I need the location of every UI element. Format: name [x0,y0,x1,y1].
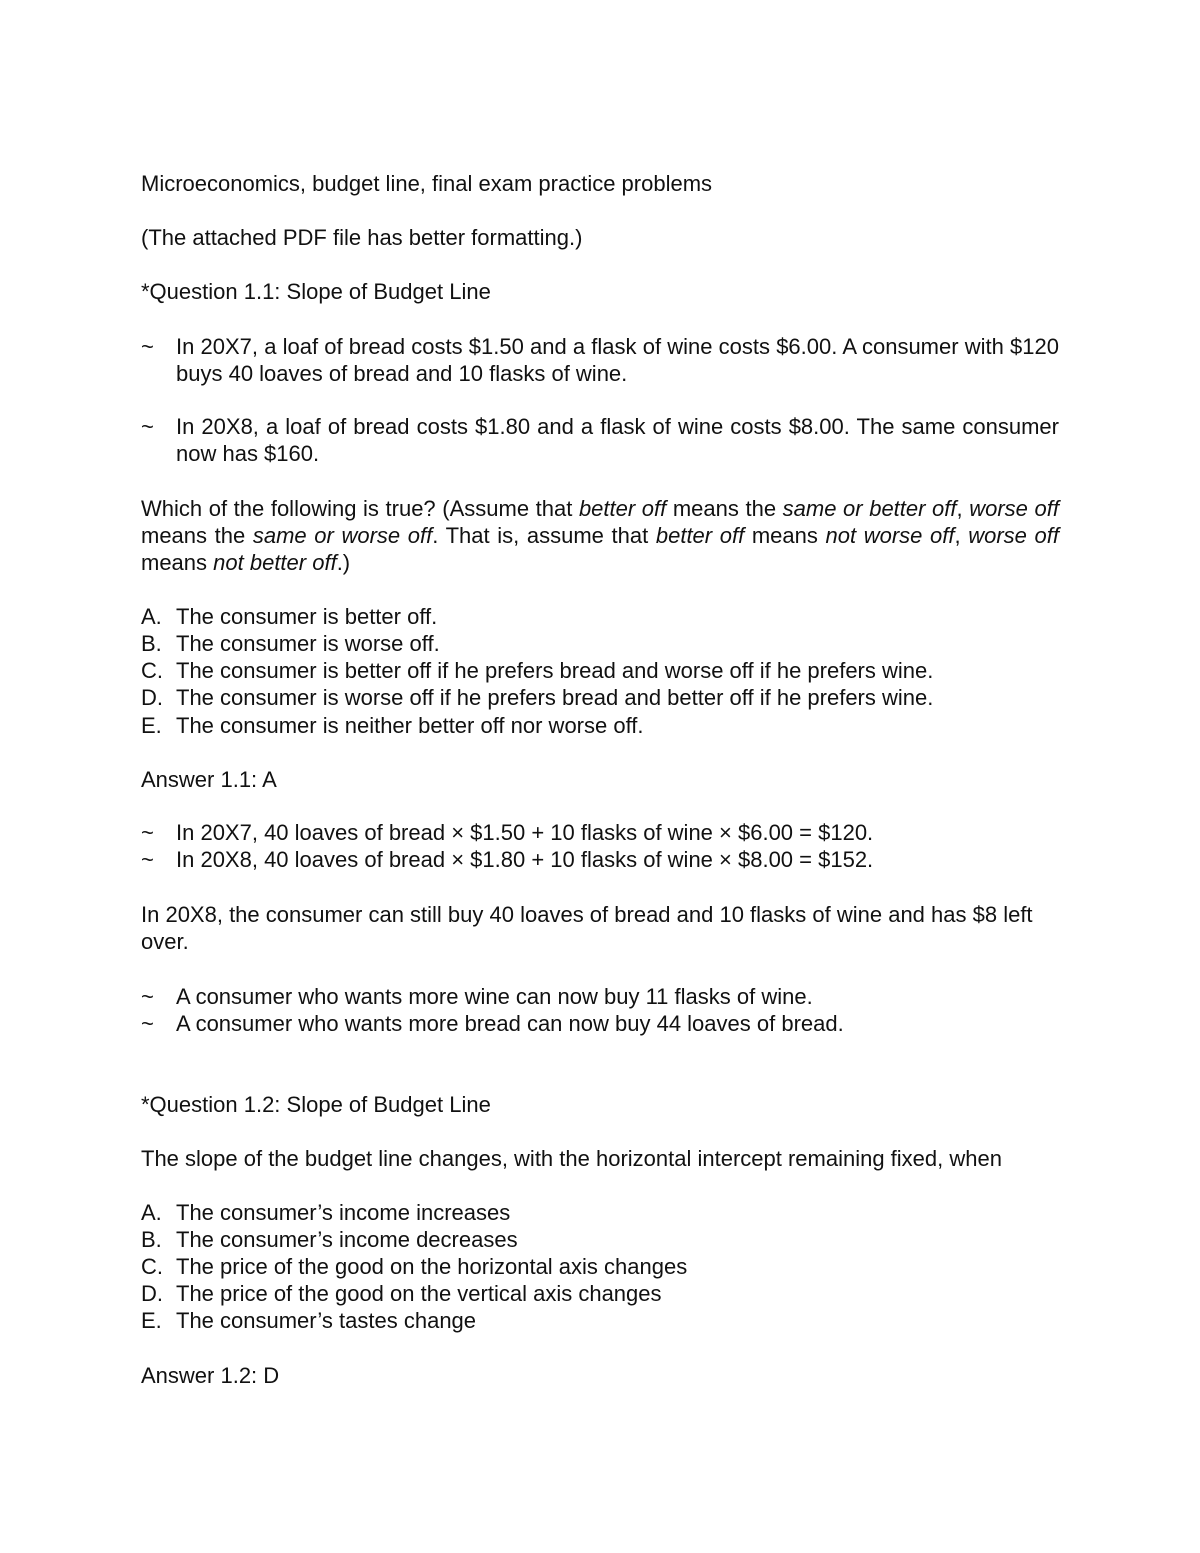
wants-more-wine [141,983,813,1010]
option-letter: A. [141,1200,162,1225]
question-1-1-option-d [141,684,933,711]
prompt-text: means the [141,523,253,548]
option-text: The consumer is worse off if he prefers bread and better off if he prefers wine. [176,685,934,710]
option-letter: C. [141,1254,163,1279]
prompt-text: Which of the following is true? (Assume that [141,496,579,521]
option-letter: D. [141,1281,163,1306]
tilde-bullet: ~ [141,1011,154,1036]
scenario-text: In 20X8, a loaf of bread costs $1.80 and a flask of wine costs $8.00. The same consumer now has $160. [176,414,1059,466]
document-title: Microeconomics, budget line, final exam practice problems [141,171,713,196]
option-text: The consumer is better off if he prefers bread and worse off if he prefers wine. [176,658,934,683]
option-letter: E. [141,713,162,738]
answer-1-1-explanation: In 20X8, the consumer can still buy 40 loaves of bread and 10 flasks of wine and has $8 left over. [141,902,1033,954]
calc-text: In 20X7, 40 loaves of bread × $1.50 + 10 flasks of wine × $6.00 = $120. [176,820,874,845]
question-1-2-option-a [141,1199,510,1226]
question-1-2-option-c [141,1253,687,1280]
option-text: The price of the good on the horizontal axis changes [176,1254,688,1279]
option-text: The consumer’s income decreases [176,1227,518,1252]
question-1-1-prompt [141,495,1059,576]
prompt-text: means [744,523,826,548]
option-letter: B. [141,631,162,656]
option-text: The consumer’s income increases [176,1200,511,1225]
prompt-italic: worse off [968,523,1060,548]
prompt-italic: not worse off [825,523,955,548]
prompt-italic: same or worse off [252,523,433,548]
tilde-bullet: ~ [141,847,154,872]
option-text: The price of the good on the vertical axis changes [176,1281,662,1306]
option-text: The consumer is neither better off nor worse off. [176,713,644,738]
prompt-italic: worse off [969,496,1059,521]
scenario-text: In 20X7, a loaf of bread costs $1.50 and a flask of wine costs $6.00. A consumer with $120 buys 40 loaves of bread and 10 flasks of wine. [176,334,1059,386]
prompt-italic: better off [655,523,745,548]
prompt-text: , [954,523,969,548]
tilde-bullet: ~ [141,414,154,439]
question-1-1-heading: *Question 1.1: Slope of Budget Line [141,279,491,304]
question-1-1-option-c [141,657,933,684]
question-1-1-scenario-20x8 [141,413,1059,467]
prompt-italic: not better off [213,550,337,575]
tilde-bullet: ~ [141,334,154,359]
question-1-1-option-b [141,630,440,657]
option-text: The consumer is better off. [176,604,438,629]
option-letter: C. [141,658,163,683]
option-letter: D. [141,685,163,710]
question-1-1-option-e [141,712,644,739]
wants-text: A consumer who wants more wine can now buy 11 flasks of wine. [176,984,813,1009]
option-letter: E. [141,1308,162,1333]
answer-1-2: Answer 1.2: D [141,1363,280,1388]
question-1-2-heading: *Question 1.2: Slope of Budget Line [141,1092,491,1117]
tilde-bullet: ~ [141,820,154,845]
wants-more-bread [141,1010,844,1037]
option-letter: A. [141,604,162,629]
question-1-2-option-b [141,1226,518,1253]
calc-20x8 [141,846,873,873]
question-1-2-option-e [141,1307,476,1334]
prompt-text: means the [666,496,783,521]
prompt-text: means [141,550,214,575]
prompt-text: , [956,496,970,521]
calc-text: In 20X8, 40 loaves of bread × $1.80 + 10 flasks of wine × $8.00 = $152. [176,847,874,872]
option-text: The consumer’s tastes change [176,1308,477,1333]
prompt-italic: better off [578,496,667,521]
option-text: The consumer is worse off. [176,631,440,656]
prompt-text: . That is, assume that [432,523,656,548]
question-1-2-option-d [141,1280,662,1307]
wants-text: A consumer who wants more bread can now buy 44 loaves of bread. [176,1011,844,1036]
prompt-italic: same or better off [782,496,957,521]
question-1-2-prompt: The slope of the budget line changes, with the horizontal intercept remaining fixed, when [141,1146,1002,1171]
format-note: (The attached PDF file has better formatting.) [141,225,583,250]
tilde-bullet: ~ [141,984,154,1009]
answer-1-1: Answer 1.1: A [141,767,277,792]
option-letter: B. [141,1227,162,1252]
prompt-text: .) [336,550,351,575]
question-1-1-scenario-20x7 [141,333,1059,387]
calc-20x7 [141,819,873,846]
question-1-1-option-a [141,603,437,630]
